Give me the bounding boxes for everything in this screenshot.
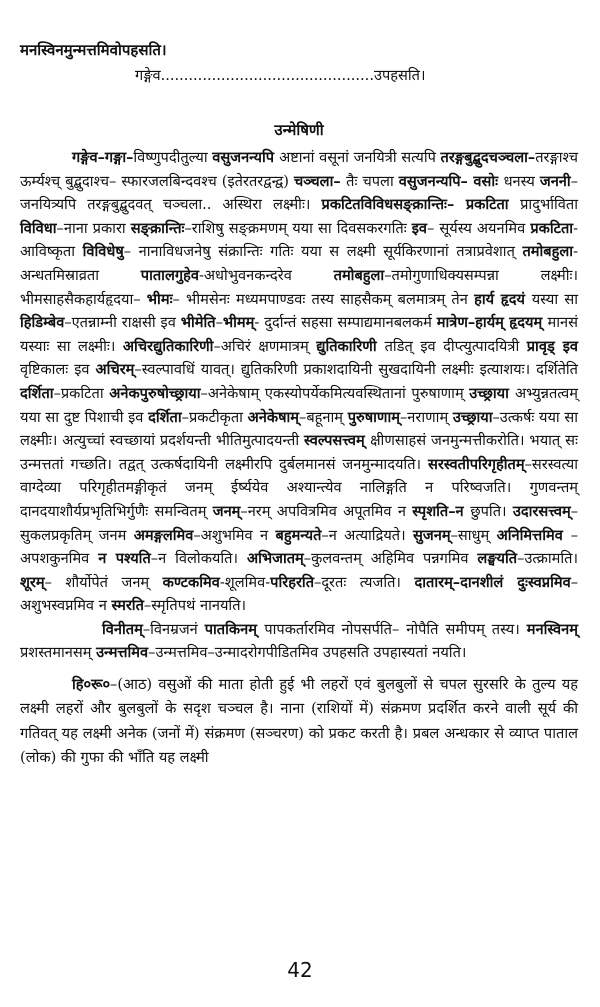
text-run: -अधोभुवनकन्दरेव	[198, 266, 334, 284]
text-run: –साधुम्	[450, 526, 497, 544]
page-number: 42	[287, 958, 313, 982]
text-run: तैः चपला	[346, 172, 399, 190]
text-run: –बहूनाम्	[299, 408, 348, 426]
bold-term: अनेकपुरुषोच्छ्राया	[109, 384, 201, 402]
text-run: मानसं यस्याः सा लक्ष्मीः।	[20, 314, 579, 355]
text-run: –अशुभमिव न	[193, 526, 276, 544]
text-run: प्रशस्तमानसम्	[20, 644, 97, 662]
text-run: –सुकलप्रकृतिम् जनम	[20, 502, 578, 544]
text-run: – नानाविधजनेषु संक्रान्तिः गतिः यया स लक्ष्मी सूर्यकिरणानां तत्राप्रवेशात्	[123, 243, 523, 261]
text-run: –उन्मत्तमिव–उन्मादरोगपीडितमिव उपहसति उपहास्यतां नयति।	[148, 644, 467, 662]
commentary-paragraph-1	[20, 146, 578, 618]
hindi-translation-paragraph	[20, 673, 578, 771]
bold-term: दर्शिता	[20, 384, 54, 402]
bold-term: स्मरति	[111, 597, 144, 615]
bold-term: गङ्गेव–गङ्गा–	[72, 149, 134, 166]
bold-term: भीमेति	[180, 314, 216, 332]
bold-term: इव	[411, 219, 427, 237]
bold-term: भीमम्	[222, 314, 255, 332]
bold-term: प्रकटिता	[530, 219, 574, 237]
bold-term: उदारसत्त्वम्	[512, 502, 571, 520]
text-run: –(आठ) वसुओं की माता होती हुई भी लहरों एवं बुलबुलों से चपल सुरसरि के तुल्य यह लक्ष्मी लहरों और बुलबुलों के सदृश चञ्चल है। नाना (राशियों में) संक्रमण प्रदर्शित करने वाली सूर्य की गतिवत् यह लक्ष्मी अनेक (जनों में) संक्रमण (सञ्चरण) को प्रकट करती है। प्रबल अन्धकार से व्याप्त पाताल (लोक) की गुफा की भाँति यह लक्ष्मी	[20, 676, 578, 767]
text-run: धनस्य	[503, 172, 540, 190]
text-run: –स्वल्पावधिं यावत्। द्युतिकरिणी प्रकाशदायिनी सुखदायिनी लक्ष्मीः इत्याशयः। दर्शितेति	[134, 361, 578, 379]
text-run: –अचिरं क्षणमात्रम्	[213, 337, 317, 355]
bold-term: हिडिम्बेव	[20, 314, 65, 332]
text-run: –दूरतः त्यजति।	[314, 573, 415, 591]
text-run: - आविष्कृता	[20, 219, 579, 261]
bold-term: लङ्घयति	[477, 550, 518, 568]
bold-term: चञ्चला–	[294, 172, 347, 190]
bold-term: तरङ्गबुद्बुदचञ्चला–	[440, 149, 536, 166]
bold-term: जनम्	[212, 502, 241, 520]
bold-term: प्रकटितविविधसङ्क्रान्तिः– प्रकटिता	[321, 196, 521, 214]
text-run: पापकर्तारमिव नोपसर्पति– नोपैति समीपम् तस्य।	[264, 620, 527, 638]
bold-term: पुरुषाणाम्	[347, 408, 400, 426]
bold-term: शूरम्	[20, 573, 45, 591]
section-heading: उन्मेषिणी	[274, 121, 324, 139]
text-run: विष्णुपदीतुल्या	[133, 149, 213, 166]
text-run: –उत्क्रामति।	[517, 550, 578, 568]
text-run: –नाना प्रकारा	[56, 219, 131, 237]
text-run: –एतन्नाम्नी राक्षसी इव	[64, 314, 181, 332]
bold-term: स्वल्पसत्त्वम्	[304, 432, 371, 450]
text-run: अभ्युन्नतत्वम् यया सा दुष्ट पिशाची इव	[20, 384, 578, 426]
commentary-paragraph-2	[20, 618, 578, 665]
bold-term: उच्छ्राया	[469, 384, 515, 402]
bold-term: भीमः	[146, 290, 173, 308]
text-run: –राशिषु सङ्क्रमणम् यया सा दिवसकरगतिः	[184, 219, 412, 237]
text-run: –न अत्याद्रियते।	[321, 526, 414, 544]
bold-term: अचिरद्युतिकारिणी	[122, 337, 214, 355]
text-run: –तमोगुणाधिक्यसम्पन्ना लक्ष्मीः। भीमसाहसैकहार्यहृदया–	[20, 266, 578, 308]
text-run: क्षीणसाहसं जनमुन्मत्तीकरोति। भयात् सः उन्मत्ततां गच्छति। तद्वत् उत्कर्षदायिनी लक्ष्मीरपि दुर्बलमानसं जनमुन्मादयति।	[20, 432, 578, 473]
bold-term: द्युतिकारिणी	[316, 337, 385, 355]
bold-term: हार्य हृदयं	[474, 290, 532, 308]
text-run: - दुर्दान्तं सहसा सम्पाद्यमानबलकर्म	[254, 314, 437, 332]
text-run: -शूलमिव-	[219, 573, 271, 591]
bold-term: अनिमित्तमिव	[496, 526, 571, 544]
bold-term: बहुमन्यते	[275, 526, 322, 544]
bold-term: वसुजनन्यपि	[212, 149, 280, 166]
bold-term: विनीतम्	[102, 620, 143, 638]
text-run: छुपति।	[470, 502, 513, 520]
bold-term: न पश्यति	[98, 550, 151, 568]
text-run: –प्रकटिता	[53, 384, 110, 402]
text-run: -अन्धतमिस्राव्रता	[20, 243, 578, 284]
text-run: –नराणाम्	[399, 408, 453, 426]
bold-term: पातालगुहेव	[140, 266, 199, 284]
blank-line: गङ्गेव..............................................उपहसति।	[135, 67, 426, 84]
text-run: तरङ्गाश्च ऊर्म्यश्च् बुद्बुदाश्च– स्फारजलबिन्दवश्च (इतेरतरद्वन्द्व)	[20, 149, 579, 190]
text-run: वृष्टिकालः इव	[20, 361, 96, 379]
text-run: – भीमसेनः मध्यमपाण्डवः तस्य साहसैकम् बलमात्रम् तेन	[172, 290, 475, 308]
text-run: –प्रकटीकृता	[181, 408, 248, 426]
bold-term: प्रावृड् इव	[526, 337, 578, 355]
top-line: मनस्विनमुन्मत्तमिवोपहसति।	[20, 41, 167, 59]
text-run: –विनम्रजनं	[142, 620, 205, 638]
text-run: – शौर्योपेतं जनम्	[44, 573, 163, 591]
bold-term: दातारम्–दानशीलं दुःस्वप्नमिव	[414, 573, 571, 591]
text-run: –स्मृतिपथं नानयति।	[143, 597, 247, 615]
bold-term: उन्मत्तमिव	[96, 644, 149, 662]
bold-term: वसुजनन्यपि– वसोः	[398, 172, 504, 190]
bold-term: अचिरम्	[95, 361, 135, 379]
bold-term: सुजनम्	[413, 526, 451, 544]
bold-term: परिहरति	[270, 573, 315, 591]
text-run: –न विलोकयति।	[150, 550, 247, 568]
text-run: –उत्कर्षः यया सा लक्ष्मीः। अत्युच्चां स्वच्छायां प्रदर्शयन्ती भीतिमुत्पादयन्ती	[20, 408, 579, 450]
text-run: प्रादुर्भाविता	[520, 196, 578, 214]
bold-term: सङ्क्रान्तिः	[130, 219, 185, 237]
bold-term: मनस्विनम्	[526, 620, 578, 638]
text-run: यस्या सा	[531, 290, 578, 308]
bold-term: अभिजातम्	[246, 550, 304, 568]
text-run: तडित् इव दीप्त्युत्पादयित्री	[384, 337, 527, 355]
text-run: –अपशकुनमिव	[20, 526, 578, 568]
text-run: –सरस्वत्या वाग्देव्या परिगृहीतमङ्गीकृतं जनम् ईर्ष्ययेव अश्यान्त्येव नालिङ्गति न परिष्वजति। गुणवन्तम् दानदयाशौर्यप्रभृतिभिर्गुणैः समन्वितम्	[20, 455, 578, 520]
bold-term: कण्टकमिव	[162, 573, 220, 591]
bold-term: हि०रू०	[72, 676, 111, 694]
text-run: –जनयित्र्यपि तरङ्गबुद्बुदवत् चञ्चला.. अस्थिरा लक्ष्मीः।	[20, 172, 578, 214]
bold-term: स्पृशति–न	[412, 502, 471, 520]
text-run: –	[215, 314, 223, 332]
bold-term: विविधा	[20, 219, 57, 237]
bold-term: सरस्वतीपरिगृहीतम्	[428, 455, 525, 473]
bold-term: पातकिनम्	[204, 620, 265, 638]
text-run: अष्टानां वसूनां जनयित्री सत्यपि	[279, 149, 441, 166]
bold-term: तमोबहुला	[333, 266, 385, 284]
bold-term: मात्रेण–हार्यम् हृदयम्	[436, 314, 548, 332]
bold-term: अमङ्गलमिव	[133, 526, 194, 544]
text-run: –नरम् अपवित्रमिव अपूतमिव न	[240, 502, 413, 520]
text-run: –अशुभस्वप्नमिव न	[20, 573, 578, 615]
text-run: –कुलवन्तम् अहिमिव पन्नगमिव	[303, 550, 478, 568]
text-run: – सूर्यस्य अयनमिव	[427, 219, 531, 237]
bold-term: विविधेषु	[82, 243, 124, 261]
bold-term: अनेकेषाम्	[247, 408, 300, 426]
text-run: –अनेकेषाम् एकस्योपर्येकमित्यवस्थितानां पुरुषाणाम्	[200, 384, 470, 402]
bold-term: उच्छ्राया	[452, 408, 493, 426]
bold-term: जननी	[539, 172, 571, 190]
bold-term: दर्शिता	[148, 408, 182, 426]
bold-term: तमोबहुला	[522, 243, 574, 261]
